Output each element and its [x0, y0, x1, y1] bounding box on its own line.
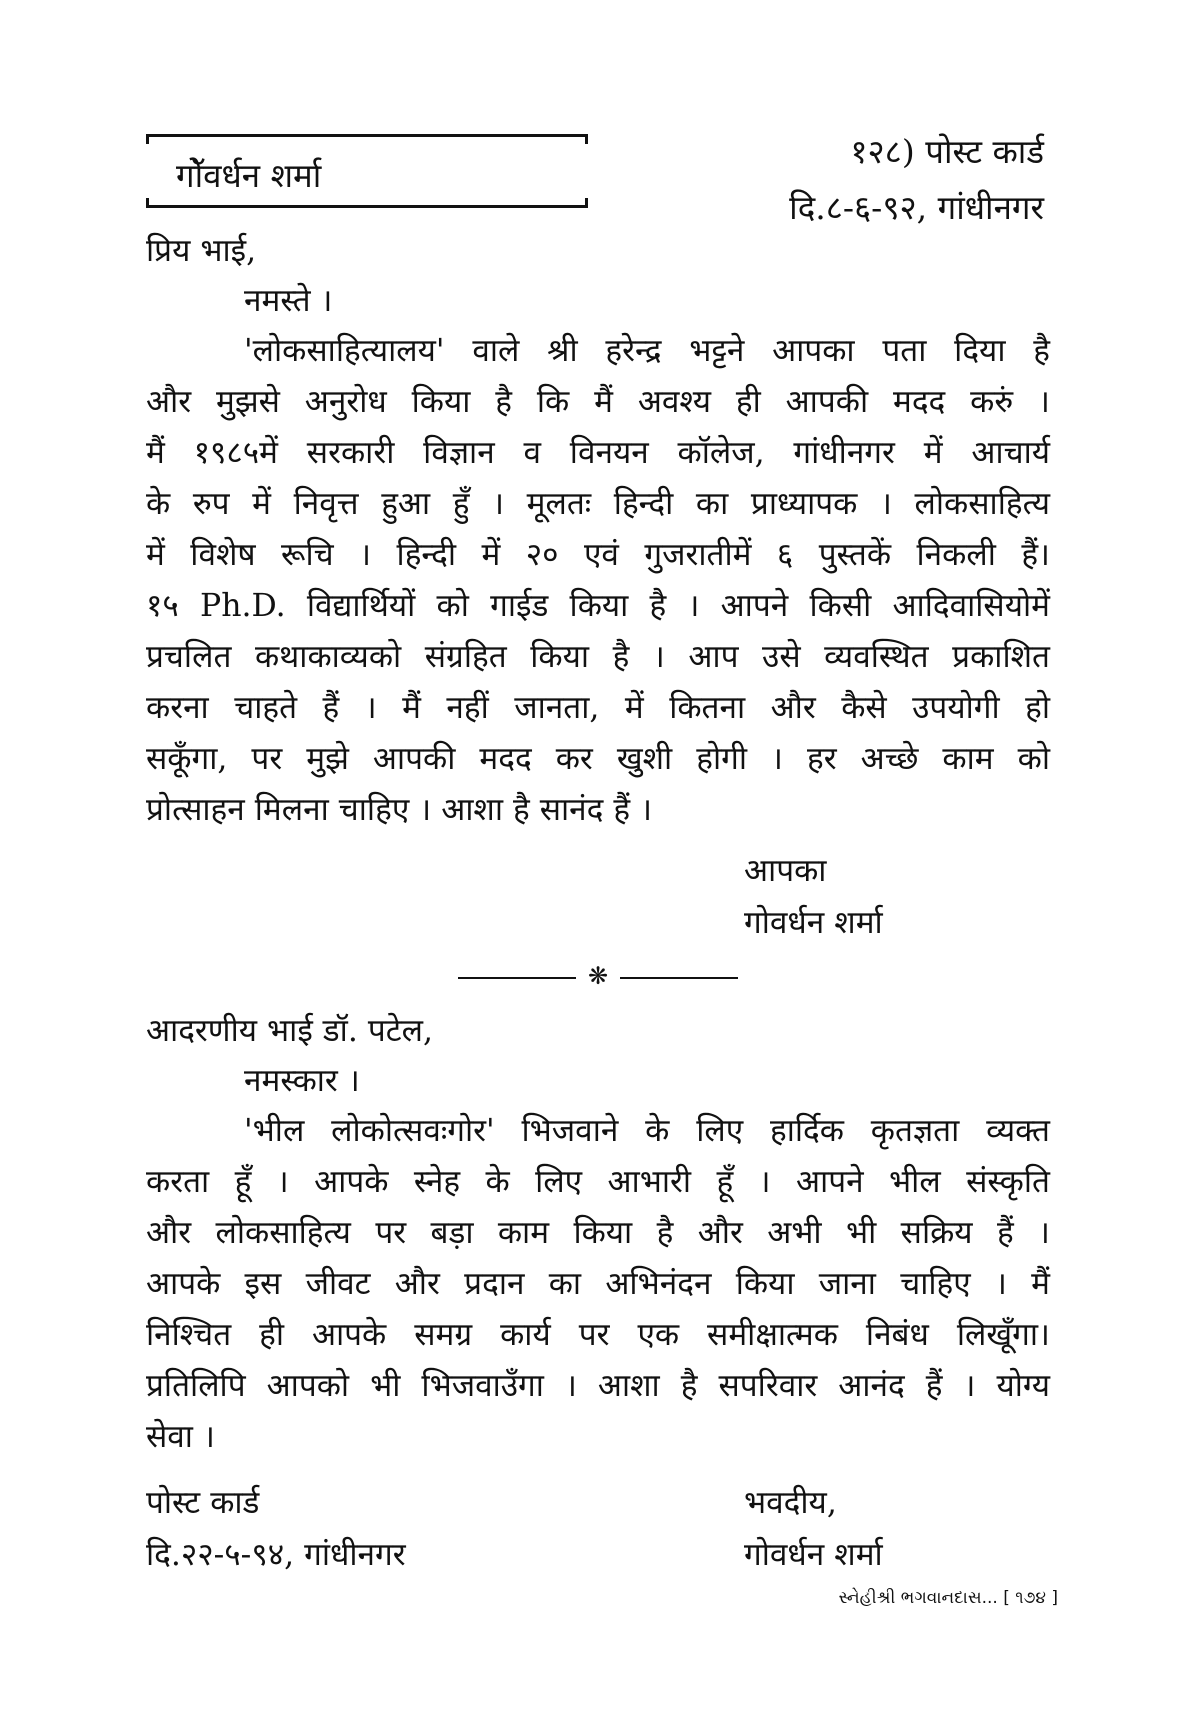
body-line: करता हूँ । आपके स्नेह के लिए आभारी हूँ । आपने भील संस्कृति — [146, 1164, 1050, 1200]
letter-date-place: दि.८-६-९२, गांधीनगर — [789, 188, 1044, 227]
sender-name: गोॅवर्धन शर्मा — [176, 156, 322, 195]
salutation: आदरणीय भाई डॉ. पटेल, — [146, 1013, 433, 1049]
body-line: सकूँगा, पर मुझे आपकी मदद कर खुशी होगी । हर अच्छे काम को — [146, 741, 1050, 777]
greeting: नमस्ते । — [244, 283, 333, 319]
sender-name-box — [146, 134, 588, 208]
section-divider — [458, 962, 738, 990]
body-line: और मुझसे अनुरोध किया है कि मैं अवश्य ही आपकी मदद करुं । — [146, 384, 1050, 420]
body-line: 'लोकसाहित्यालय' वाले श्री हरेन्द्र भट्टने आपका पता दिया है — [244, 333, 1050, 369]
signature: गोवर्धन शर्मा — [744, 1537, 883, 1573]
page-footer: સ્નેહીશ્રી ભગવાનદાસ... [ ૧૭૪ ] — [838, 1588, 1058, 1608]
greeting: नमस्कार । — [244, 1063, 360, 1099]
salutation: प्रिय भाई, — [146, 233, 257, 269]
letter-date-place: दि.२२-५-९४, गांधीनगर — [146, 1537, 406, 1573]
body-line: प्रतिलिपि आपको भी भिजवाउँगा । आशा है सपरिवार आनंद हैं । योग्य — [146, 1368, 1050, 1404]
box-bottom-rule — [146, 205, 588, 208]
body-line: सेवा । — [146, 1419, 215, 1455]
body-line: आपके इस जीवट और प्रदान का अभिनंदन किया जाना चाहिए । मैं — [146, 1266, 1050, 1302]
body-line: के रुप में निवृत्त हुआ हुँ । मूलतः हिन्दी का प्राध्यापक । लोकसाहित्य — [146, 486, 1050, 522]
body-line: १५ Ph.D. विद्यार्थियों को गाईड किया है । आपने किसी आदिवासियोमें — [146, 588, 1050, 624]
body-line: निश्चित ही आपके समग्र कार्य पर एक समीक्षात्मक निबंध लिखूँगा। — [146, 1317, 1050, 1353]
body-line: मैं १९८५में सरकारी विज्ञान व विनयन कॉलेज, गांधीनगर में आचार्य — [146, 435, 1050, 471]
body-line: प्रोत्साहन मिलना चाहिए । आशा है सानंद हैं । — [146, 792, 653, 828]
closing: आपका — [744, 853, 827, 889]
body-line: और लोकसाहित्य पर बड़ा काम किया है और अभी भी सक्रिय हैं । — [146, 1215, 1050, 1251]
signature: गोवर्धन शर्मा — [744, 905, 883, 941]
body-line: करना चाहते हैं । मैं नहीं जानता, में कितना और कैसे उपयोगी हो — [146, 690, 1050, 726]
body-line: प्रचलित कथाकाव्यको संग्रहित किया है । आप उसे व्यवस्थित प्रकाशित — [146, 639, 1050, 675]
letter-number-type: १२८) पोस्ट कार्ड — [850, 132, 1044, 171]
box-top-rule — [146, 134, 588, 137]
body-line: 'भील लोकोत्सवःगोर' भिजवाने के लिए हार्दिक कृतज्ञता व्यक्त — [244, 1113, 1050, 1149]
closing: भवदीय, — [744, 1485, 837, 1521]
card-type: पोस्ट कार्ड — [146, 1485, 260, 1521]
ornament-icon: ❋ — [587, 962, 609, 990]
body-line: में विशेष रूचि । हिन्दी में २० एवं गुजरातीमें ६ पुस्तकें निकली हैं। — [146, 537, 1050, 573]
